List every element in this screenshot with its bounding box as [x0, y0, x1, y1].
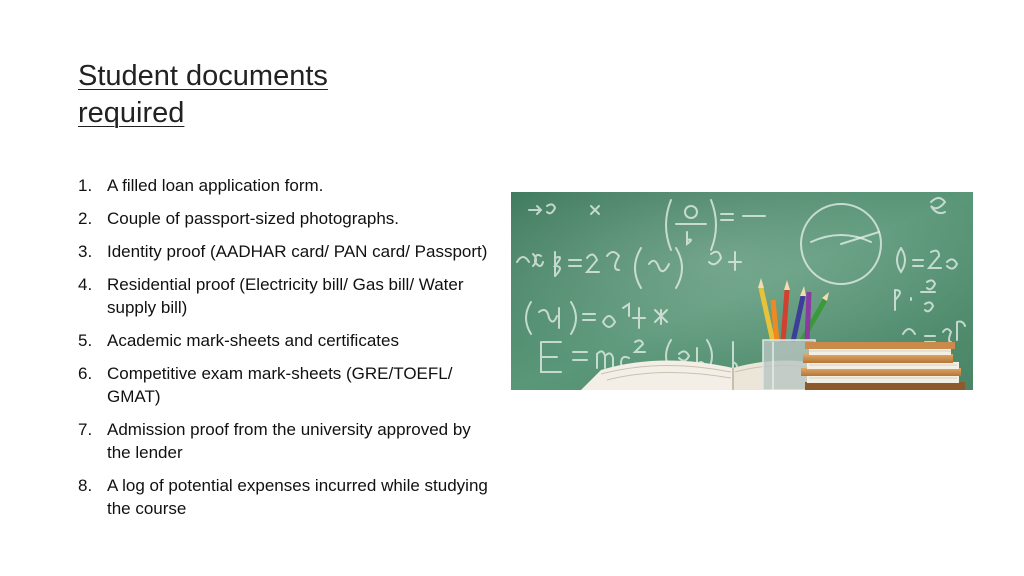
list-item: [78, 362, 498, 408]
book-stack: [801, 342, 965, 390]
list-item: [78, 207, 498, 230]
list-item: [78, 240, 498, 263]
list-item: [78, 329, 498, 352]
list-text: Residential proof (Electricity bill/ Gas bill/ Water supply bill): [107, 275, 464, 317]
chalkboard-books-photo: [511, 192, 973, 390]
list-text: A log of potential expenses incurred while studying the course: [107, 476, 488, 518]
list-text: Identity proof (AADHAR card/ PAN card/ Passport): [107, 242, 488, 261]
slide-title: Student documents required: [78, 60, 328, 129]
documents-list: [78, 174, 498, 530]
list-number: 8.: [78, 476, 93, 495]
list-number: 4.: [78, 275, 93, 294]
list-item: [78, 418, 498, 464]
list-text: Academic mark-sheets and certificates: [107, 331, 399, 350]
list-item: [78, 474, 498, 520]
list-text: Competitive exam mark-sheets (GRE/TOEFL/ GMAT): [107, 364, 453, 406]
list-number: 2.: [78, 209, 93, 228]
list-item: [78, 273, 498, 319]
list-number: 5.: [78, 331, 93, 350]
list-text: Couple of passport-sized photographs.: [107, 209, 400, 228]
list-number: 6.: [78, 364, 93, 383]
list-number: 3.: [78, 242, 93, 261]
list-number: 7.: [78, 420, 93, 439]
list-text: A filled loan application form.: [107, 176, 324, 195]
chalkboard-illustration: [511, 192, 973, 390]
list-item: [78, 174, 498, 197]
list-text: Admission proof from the university approved by the lender: [107, 420, 471, 462]
list-number: 1.: [78, 176, 93, 195]
